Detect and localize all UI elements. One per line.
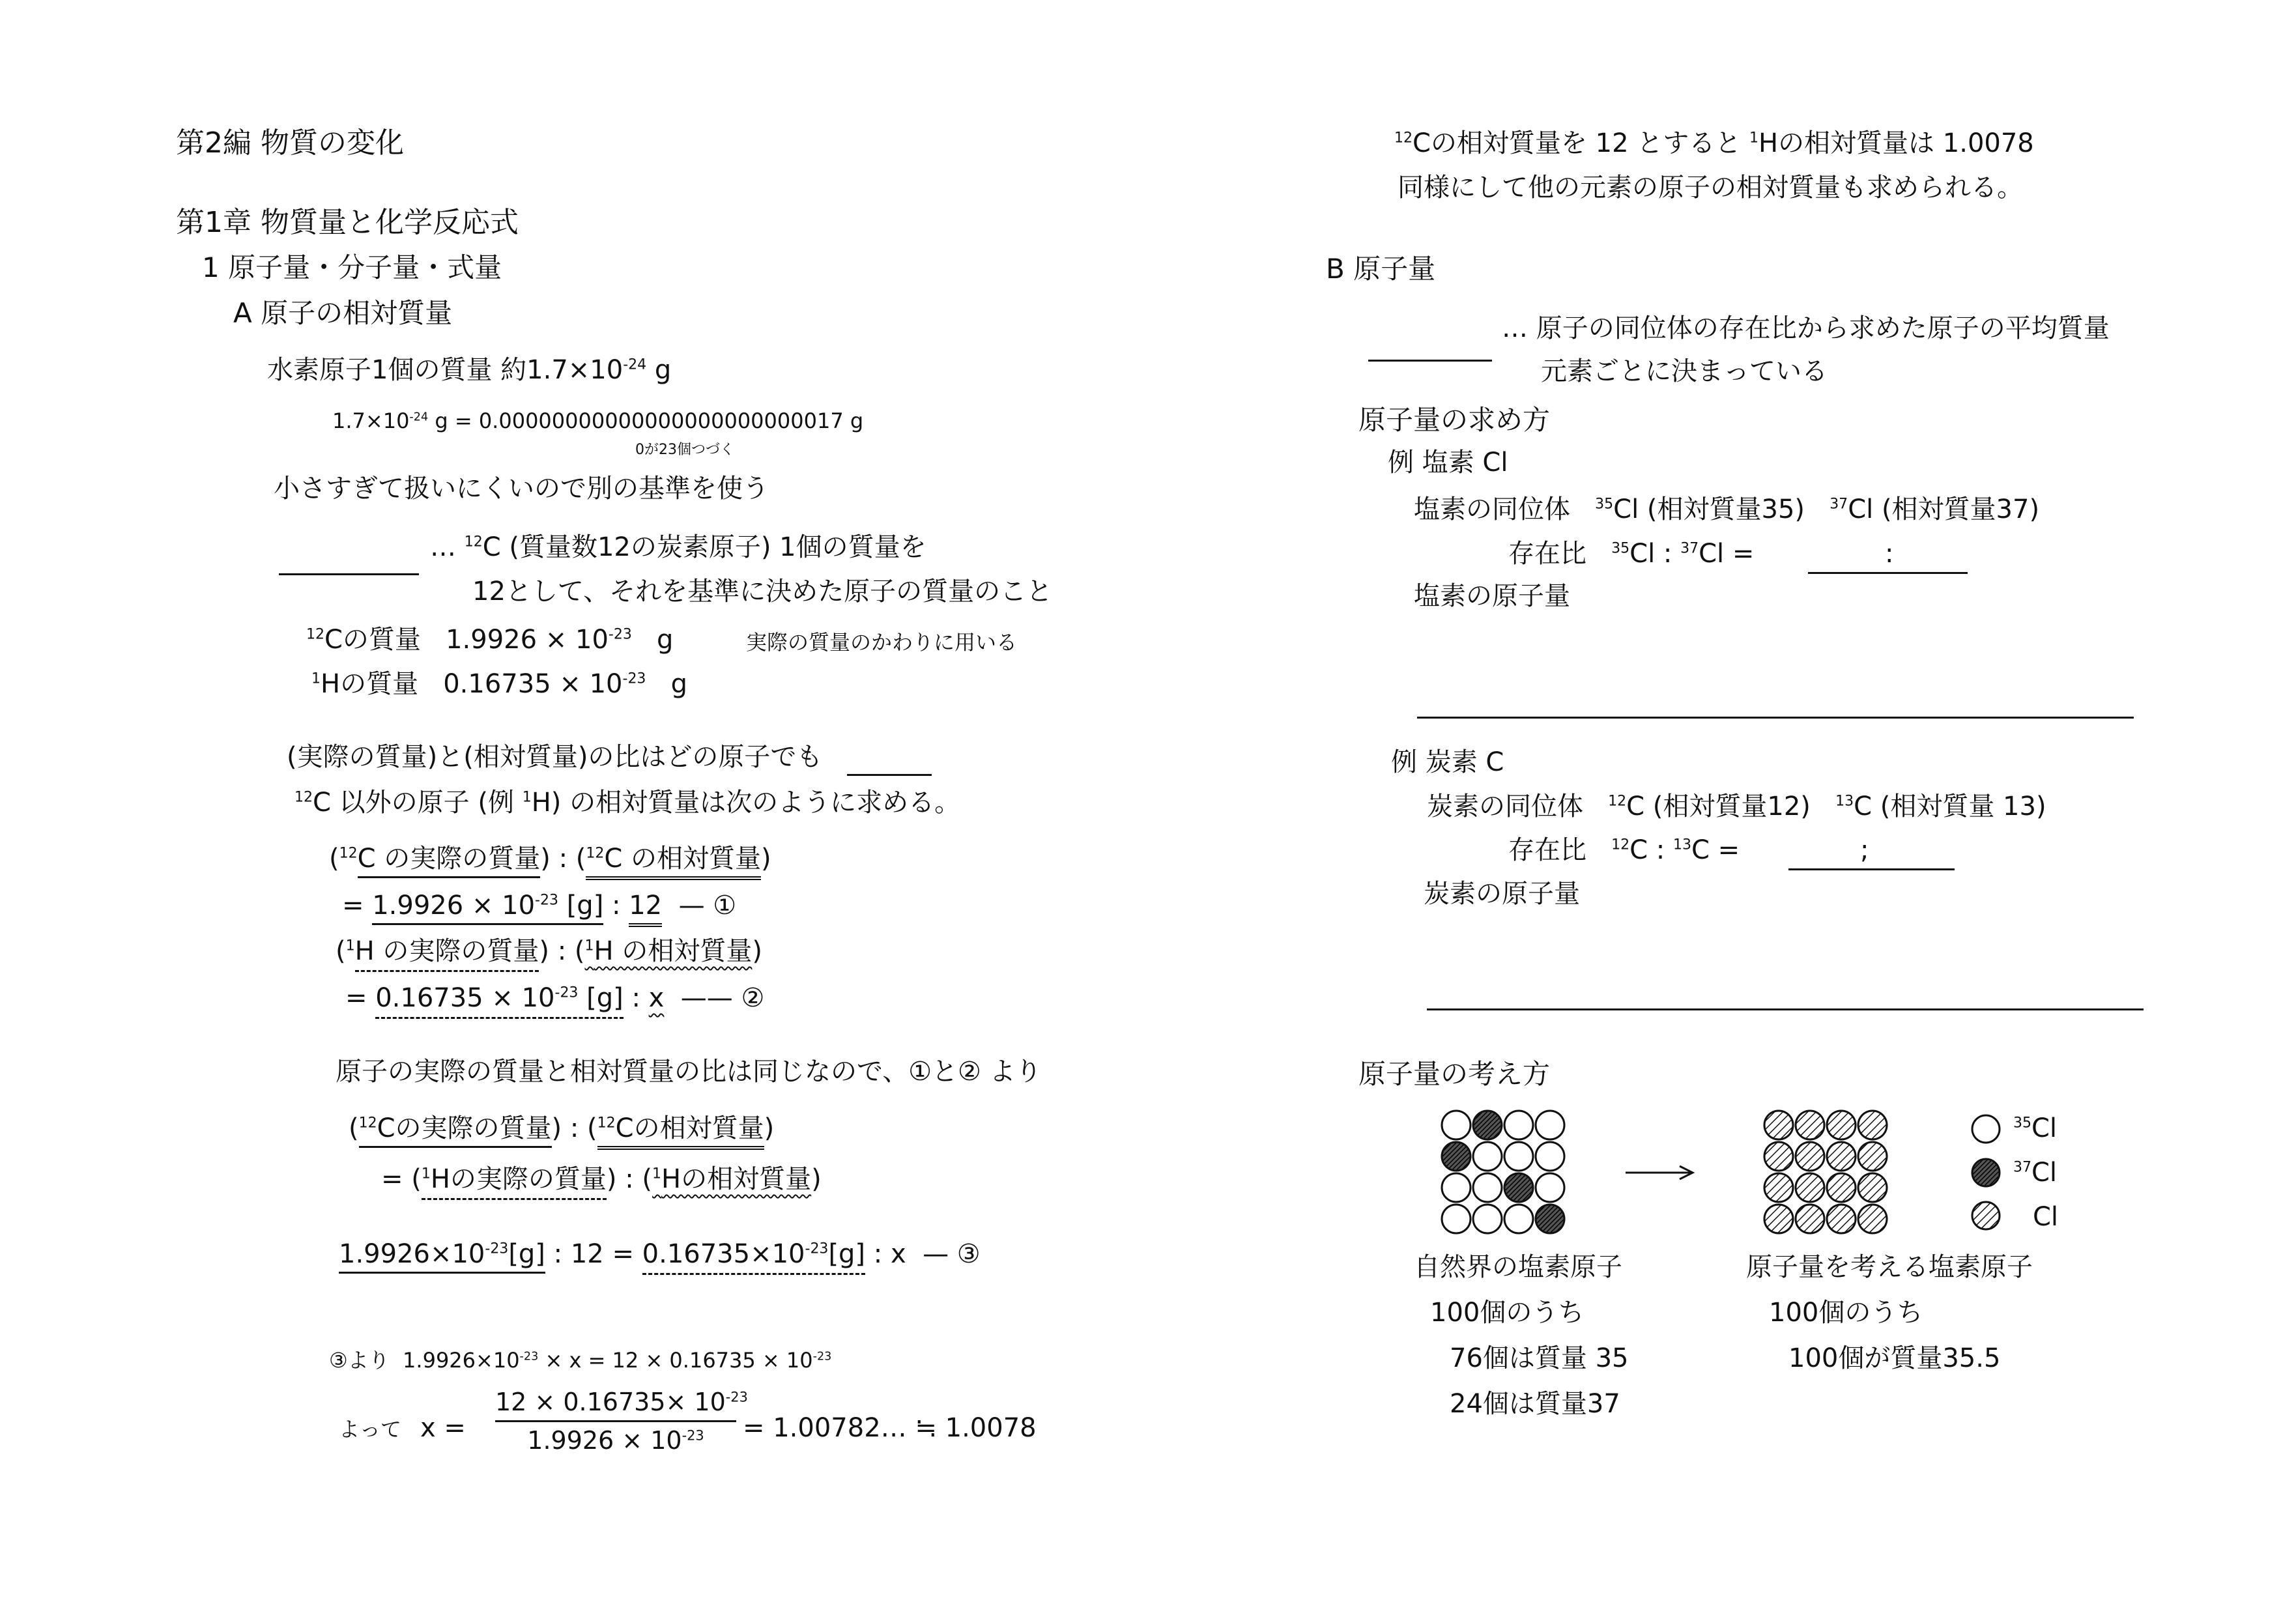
- atom-circle: [1536, 1142, 1564, 1171]
- carbon-abundance: 存在比 $^{12}$C : $^{13}$C =: [1508, 835, 1740, 865]
- too-small-note: 小さすぎて扱いにくいので別の基準を使う: [274, 474, 769, 504]
- model-line-2: 100個が質量35.5: [1788, 1343, 2001, 1373]
- atom-circle: [1764, 1142, 1793, 1171]
- natural-line-2: 76個は質量 35: [1450, 1343, 1629, 1373]
- atom-circle: [1442, 1111, 1471, 1139]
- legend-cl35: $^{35}$Cl: [2013, 1113, 2058, 1143]
- other-atoms-line: $^{12}$C 以外の原子 (例 $^1$H) の相対質量は次のように求める。: [294, 788, 961, 818]
- how-to-heading: 原子量の求め方: [1358, 404, 1551, 436]
- atom-circle: [1764, 1111, 1793, 1139]
- atom-circle: [1827, 1142, 1856, 1171]
- arrow-icon: [1626, 1166, 1693, 1179]
- subsection-a-title: A 原子の相対質量: [233, 297, 453, 329]
- natural-caption: 自然界の塩素原子: [1414, 1252, 1622, 1282]
- definition-line-2: 12として、それを基準に決めた原子の質量のこと: [472, 577, 1053, 607]
- concept-heading: 原子量の考え方: [1358, 1058, 1551, 1090]
- atom-circle: [1504, 1205, 1533, 1233]
- atom-circle: [1827, 1205, 1856, 1233]
- from-3-line: ③より $1.9926\times 10^{-23} \times x = 12 \times 0.16735 \times 10^{-23}$: [329, 1348, 832, 1373]
- chlorine-ratio-colon: :: [1885, 539, 1894, 569]
- intro-line-2: 同様にして他の元素の原子の相対質量も求められる。: [1398, 173, 2023, 203]
- atom-circle: [1858, 1205, 1887, 1233]
- atomic-weight-def-1: … 原子の同位体の存在比から求めた原子の平均質量: [1502, 313, 2110, 343]
- carbon-atomic-weight: 炭素の原子量: [1424, 879, 1580, 909]
- equation-3: $1.9926\times 10^{-23}[g]$ : $12 = 0.16735\times 10^{-23}[g]$ : x — ③: [339, 1241, 981, 1267]
- atom-circle: [1473, 1142, 1502, 1171]
- atom-circle: [1796, 1111, 1824, 1139]
- atom-circle: [1796, 1173, 1824, 1202]
- atom-circle: [1827, 1111, 1856, 1139]
- expansion-line: $1.7\times 10^{-24}$ g = 0.00000000000000000000000017 g: [332, 408, 864, 433]
- legend-cl37: $^{37}$Cl: [2013, 1158, 2058, 1188]
- ratio-2: ($^1$H の実際の質量) : ($^1$H の相対質量): [336, 938, 762, 964]
- c12-mass: $^{12}$Cの質量 $1.9926 \times 10^{-23}$ g: [306, 625, 674, 655]
- legend-dense-circle-icon: [1972, 1159, 2000, 1186]
- atom-circle: [1536, 1173, 1564, 1202]
- combined-ratio-1: ($^{12}$Cの実際の質量) : ($^{12}$Cの相対質量): [349, 1115, 774, 1141]
- atom-circle: [1473, 1205, 1502, 1233]
- chlorine-example: 例 塩素 Cl: [1388, 448, 1508, 478]
- result-prefix: よって: [339, 1417, 402, 1442]
- result-denominator: $1.9926 \times 10^{-23}$: [527, 1426, 704, 1455]
- atom-circle: [1827, 1173, 1856, 1202]
- ratio-1-values: = $1.9926 \times 10^{-23}$ [g] : 12 — ①: [342, 893, 736, 919]
- section-title: 1 原子量・分子量・式量: [202, 251, 502, 283]
- actual-mass-note: 実際の質量のかわりに用いる: [746, 630, 1018, 655]
- ratio-1: ($^{12}$C の実際の質量) : ($^{12}$C の相対質量): [329, 846, 771, 872]
- carbon-isotopes: 炭素の同位体 $^{12}$C (相対質量12) $^{13}$C (相対質量 13): [1427, 792, 2046, 822]
- natural-line-3: 24個は質量37: [1450, 1389, 1620, 1419]
- result-rhs: = 1.00782… ≒ 1.0078: [743, 1413, 1037, 1443]
- subsection-b-title: B 原子量: [1326, 253, 1436, 285]
- intro-line-1: $^{12}$Cの相対質量を 12 とすると $^1$Hの相対質量は 1.0078: [1394, 128, 2034, 158]
- atom-circle: [1858, 1142, 1887, 1171]
- atom-circle: [1796, 1205, 1824, 1233]
- atom-circle: [1442, 1173, 1471, 1202]
- legend-hatched-circle-icon: [1972, 1202, 2000, 1229]
- atom-circle: [1764, 1205, 1793, 1233]
- part-title: 第2編 物質の変化: [176, 126, 404, 160]
- atom-circle: [1504, 1173, 1533, 1202]
- ratio-2-values: = $0.16735 \times 10^{-23}$ [g] : x —— ②: [345, 985, 764, 1011]
- legend-symbols: [1972, 1115, 2000, 1229]
- natural-chlorine-grid: [1442, 1111, 1564, 1233]
- legend-open-circle-icon: [1972, 1115, 2000, 1143]
- atom-circle: [1473, 1173, 1502, 1202]
- atom-circle: [1442, 1142, 1471, 1171]
- model-line-1: 100個のうち: [1769, 1298, 1923, 1328]
- atom-circle: [1504, 1142, 1533, 1171]
- atom-circle: [1536, 1205, 1564, 1233]
- definition-line-1: … $^{12}$C (質量数12の炭素原子) 1個の質量を: [430, 532, 926, 562]
- natural-line-1: 100個のうち: [1430, 1298, 1585, 1328]
- legend-cl-average: Cl: [2033, 1202, 2059, 1232]
- atom-circle: [1442, 1205, 1471, 1233]
- chlorine-isotopes: 塩素の同位体 $^{35}$Cl (相対質量35) $^{37}$Cl (相対質量37): [1414, 494, 2040, 524]
- atom-circle: [1536, 1111, 1564, 1139]
- chlorine-atomic-weight: 塩素の原子量: [1414, 581, 1570, 611]
- result-numerator: $12 \times 0.16735\times 10^{-23}$: [495, 1388, 748, 1416]
- atom-circle: [1858, 1111, 1887, 1139]
- atom-circle: [1473, 1111, 1502, 1139]
- ratio-statement: (実際の質量)と(相対質量)の比はどの原子でも: [287, 742, 823, 772]
- chapter-title: 第1章 物質量と化学反応式: [176, 206, 519, 239]
- model-chlorine-grid: [1764, 1111, 1887, 1233]
- atomic-weight-def-2: 元素ごとに決まっている: [1541, 356, 1828, 386]
- atom-circle: [1504, 1111, 1533, 1139]
- equality-note: 原子の実際の質量と相対質量の比は同じなので、①と② より: [336, 1057, 1042, 1087]
- atom-circle: [1796, 1142, 1824, 1171]
- h1-mass: $^1$Hの質量 $0.16735 \times 10^{-23}$ g: [311, 669, 687, 699]
- atom-circle: [1764, 1173, 1793, 1202]
- result-lhs: x =: [420, 1413, 466, 1443]
- zero-count-note: 0が23個つづく: [635, 442, 734, 458]
- atom-circle: [1858, 1173, 1887, 1202]
- combined-ratio-2: = ($^1$Hの実際の質量) : ($^1$Hの相対質量): [381, 1166, 822, 1192]
- carbon-example: 例 炭素 C: [1391, 747, 1504, 777]
- carbon-ratio-colon: ;: [1860, 835, 1869, 865]
- model-caption: 原子量を考える塩素原子: [1746, 1252, 2033, 1282]
- chlorine-abundance: 存在比 $^{35}$Cl : $^{37}$Cl =: [1508, 539, 1755, 569]
- hydrogen-mass-line: 水素原子1個の質量 約$1.7\times 10^{-24}$ g: [267, 355, 672, 385]
